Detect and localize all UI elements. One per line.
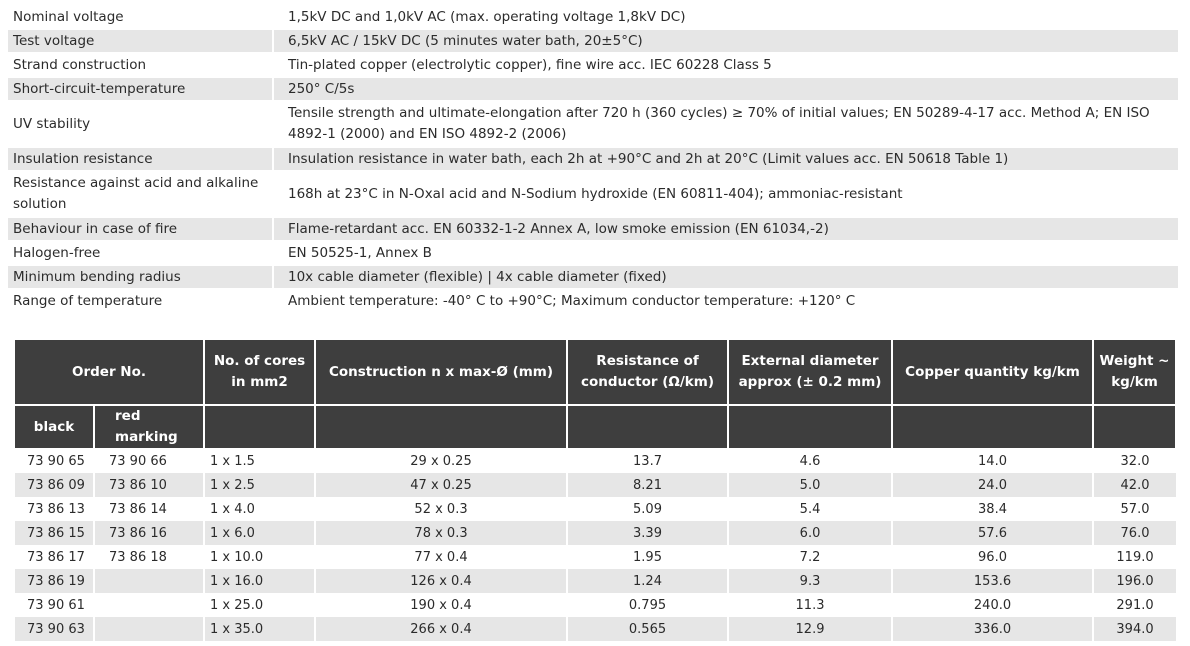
order-no-red-cell bbox=[94, 593, 204, 617]
construction-cell: 190 x 0.4 bbox=[315, 593, 567, 617]
table-row bbox=[14, 449, 1176, 473]
spec-label: Minimum bending radius bbox=[8, 266, 272, 288]
construction-cell: 266 x 0.4 bbox=[315, 617, 567, 641]
copper-cell: 336.0 bbox=[892, 617, 1093, 641]
diameter-cell: 11.3 bbox=[728, 593, 892, 617]
cores-cell: 1 x 10.0 bbox=[204, 545, 315, 569]
spec-label: Range of temperature bbox=[13, 292, 163, 309]
table-row bbox=[14, 497, 1176, 521]
spec-row bbox=[8, 30, 1178, 52]
table-row bbox=[14, 617, 1176, 641]
spec-value: Tensile strength and ultimate-elongation after 720 h (360 cycles) ≥ 70% of initial values; EN 50289-4-17 acc. Method A; EN ISO 4892-1 (2000) and EN ISO 4892-2 (2006) bbox=[272, 102, 1178, 146]
spec-value: 10x cable diameter (flexible) | 4x cable diameter (fixed) bbox=[272, 266, 1178, 288]
empty-subheader bbox=[204, 405, 315, 449]
table-row bbox=[14, 521, 1176, 545]
resistance-cell: 1.95 bbox=[567, 545, 728, 569]
order-no-black-cell: 73 90 65 bbox=[14, 449, 94, 473]
spec-label: Resistance against acid and alkaline solution bbox=[13, 175, 259, 212]
spec-label: Strand construction bbox=[13, 56, 147, 73]
weight-cell: 57.0 bbox=[1093, 497, 1176, 521]
resistance-cell: 1.24 bbox=[567, 569, 728, 593]
spec-row bbox=[8, 54, 1178, 76]
weight-cell: 119.0 bbox=[1093, 545, 1176, 569]
weight-header: Weight ~ kg/km bbox=[1093, 339, 1176, 405]
spec-value: 250° C/5s bbox=[272, 78, 1178, 100]
weight-cell: 76.0 bbox=[1093, 521, 1176, 545]
black-subheader: black bbox=[14, 405, 94, 449]
diameter-cell: 4.6 bbox=[728, 449, 892, 473]
construction-cell: 47 x 0.25 bbox=[315, 473, 567, 497]
empty-subheader bbox=[1093, 405, 1176, 449]
cores-cell: 1 x 4.0 bbox=[204, 497, 315, 521]
order-no-red-cell: 73 86 18 bbox=[94, 545, 204, 569]
diameter-cell: 6.0 bbox=[728, 521, 892, 545]
diameter-cell: 5.4 bbox=[728, 497, 892, 521]
resistance-cell: 0.565 bbox=[567, 617, 728, 641]
construction-cell: 77 x 0.4 bbox=[315, 545, 567, 569]
spec-row bbox=[8, 6, 1178, 28]
red-marking-subheader: red marking bbox=[94, 405, 204, 449]
table-row bbox=[14, 593, 1176, 617]
diameter-cell: 5.0 bbox=[728, 473, 892, 497]
copper-cell: 38.4 bbox=[892, 497, 1093, 521]
spec-label: Nominal voltage bbox=[13, 8, 124, 25]
copper-cell: 24.0 bbox=[892, 473, 1093, 497]
weight-cell: 42.0 bbox=[1093, 473, 1176, 497]
spec-value: 6,5kV AC / 15kV DC (5 minutes water bath, 20±5°C) bbox=[272, 30, 1178, 52]
spec-label: Halogen-free bbox=[13, 244, 101, 261]
spec-label: UV stability bbox=[13, 115, 91, 132]
spec-row bbox=[8, 148, 1178, 170]
spec-value: 168h at 23°C in N-Oxal acid and N-Sodium hydroxide (EN 60811-404); ammoniac-resistant bbox=[272, 172, 1178, 216]
resistance-cell: 0.795 bbox=[567, 593, 728, 617]
order-no-red-cell: 73 86 10 bbox=[94, 473, 204, 497]
construction-header: Construction n x max-Ø (mm) bbox=[315, 339, 567, 405]
order-no-black-cell: 73 86 19 bbox=[14, 569, 94, 593]
construction-cell: 126 x 0.4 bbox=[315, 569, 567, 593]
cores-cell: 1 x 16.0 bbox=[204, 569, 315, 593]
table-row bbox=[14, 473, 1176, 497]
order-no-black-cell: 73 86 15 bbox=[14, 521, 94, 545]
order-no-red-cell bbox=[94, 617, 204, 641]
resistance-cell: 8.21 bbox=[567, 473, 728, 497]
order-no-red-cell: 73 90 66 bbox=[94, 449, 204, 473]
spec-row bbox=[8, 78, 1178, 100]
spec-row bbox=[8, 266, 1178, 288]
resistance-cell: 3.39 bbox=[567, 521, 728, 545]
copper-cell: 14.0 bbox=[892, 449, 1093, 473]
spec-value: Insulation resistance in water bath, each 2h at +90°C and 2h at 20°C (Limit values acc. EN 50618 Table 1) bbox=[272, 148, 1178, 170]
spec-value: EN 50525-1, Annex B bbox=[272, 242, 1178, 264]
spec-row bbox=[8, 290, 1178, 312]
weight-cell: 196.0 bbox=[1093, 569, 1176, 593]
order-no-black-cell: 73 90 61 bbox=[14, 593, 94, 617]
order-no-black-cell: 73 86 13 bbox=[14, 497, 94, 521]
copper-header: Copper quantity kg/km bbox=[892, 339, 1093, 405]
resistance-cell: 5.09 bbox=[567, 497, 728, 521]
diameter-cell: 12.9 bbox=[728, 617, 892, 641]
diameter-cell: 7.2 bbox=[728, 545, 892, 569]
copper-cell: 57.6 bbox=[892, 521, 1093, 545]
cores-cell: 1 x 1.5 bbox=[204, 449, 315, 473]
spec-row bbox=[8, 242, 1178, 264]
empty-subheader bbox=[315, 405, 567, 449]
spec-value: Tin-plated copper (electrolytic copper), fine wire acc. IEC 60228 Class 5 bbox=[272, 54, 1178, 76]
specifications-table bbox=[8, 4, 1178, 314]
cores-cell: 1 x 2.5 bbox=[204, 473, 315, 497]
spec-value: Flame-retardant acc. EN 60332-1-2 Annex A, low smoke emission (EN 61034,-2) bbox=[272, 218, 1178, 240]
resistance-header: Resistance of conductor (Ω/km) bbox=[567, 339, 728, 405]
order-no-black-cell: 73 90 63 bbox=[14, 617, 94, 641]
cores-cell: 1 x 35.0 bbox=[204, 617, 315, 641]
table-row bbox=[14, 569, 1176, 593]
empty-subheader bbox=[567, 405, 728, 449]
cores-cell: 1 x 25.0 bbox=[204, 593, 315, 617]
spec-row bbox=[8, 172, 1178, 216]
order-table-header bbox=[14, 339, 1176, 449]
specifications-body bbox=[8, 6, 1178, 312]
order-table bbox=[13, 338, 1177, 641]
order-no-black-cell: 73 86 09 bbox=[14, 473, 94, 497]
weight-cell: 394.0 bbox=[1093, 617, 1176, 641]
order-no-header: Order No. bbox=[14, 339, 204, 405]
copper-cell: 153.6 bbox=[892, 569, 1093, 593]
weight-cell: 291.0 bbox=[1093, 593, 1176, 617]
spec-label: Test voltage bbox=[8, 30, 272, 52]
empty-subheader bbox=[892, 405, 1093, 449]
order-no-red-cell: 73 86 14 bbox=[94, 497, 204, 521]
copper-cell: 96.0 bbox=[892, 545, 1093, 569]
order-table-body bbox=[14, 449, 1176, 641]
construction-cell: 52 x 0.3 bbox=[315, 497, 567, 521]
cores-header: No. of cores in mm2 bbox=[204, 339, 315, 405]
spec-label: Behaviour in case of fire bbox=[8, 218, 272, 240]
copper-cell: 240.0 bbox=[892, 593, 1093, 617]
diameter-cell: 9.3 bbox=[728, 569, 892, 593]
spec-value: 1,5kV DC and 1,0kV AC (max. operating voltage 1,8kV DC) bbox=[272, 6, 1178, 28]
spec-label: Short-circuit-temperature bbox=[8, 78, 272, 100]
cores-cell: 1 x 6.0 bbox=[204, 521, 315, 545]
spec-row bbox=[8, 102, 1178, 146]
order-no-red-cell: 73 86 16 bbox=[94, 521, 204, 545]
construction-cell: 29 x 0.25 bbox=[315, 449, 567, 473]
spec-value: Ambient temperature: -40° C to +90°C; Maximum conductor temperature: +120° C bbox=[272, 290, 1178, 312]
diameter-header: External diameter approx (± 0.2 mm) bbox=[728, 339, 892, 405]
resistance-cell: 13.7 bbox=[567, 449, 728, 473]
weight-cell: 32.0 bbox=[1093, 449, 1176, 473]
spec-row bbox=[8, 218, 1178, 240]
table-row bbox=[14, 545, 1176, 569]
empty-subheader bbox=[728, 405, 892, 449]
construction-cell: 78 x 0.3 bbox=[315, 521, 567, 545]
spec-label: Insulation resistance bbox=[8, 148, 272, 170]
order-no-black-cell: 73 86 17 bbox=[14, 545, 94, 569]
order-no-red-cell bbox=[94, 569, 204, 593]
